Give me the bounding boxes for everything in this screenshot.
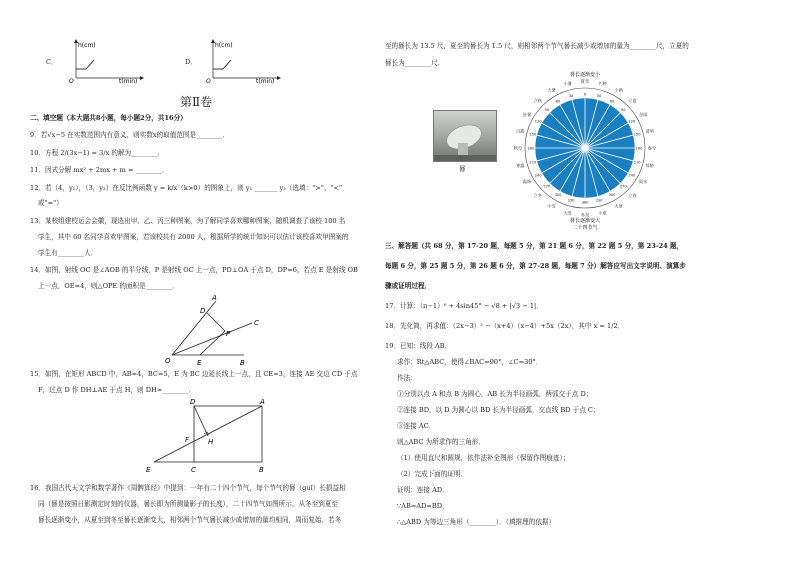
wheel-term: 白露 — [516, 128, 525, 134]
wheel-number: 120 — [534, 119, 542, 124]
fig14-label-b: B — [240, 359, 245, 367]
question-16-line3: 晷长逐渐变小，从夏至到冬至晷长逐渐变大，相邻两个节气晷长减少或增加的量均相同，周而复始．若冬 — [38, 516, 342, 524]
fig15-label-f: F — [185, 436, 190, 444]
question-18: 18．先化简，再求值：（2x−3）² −（x+4）（x−4）+5x（2x），其中 x = 1/2． — [385, 322, 625, 330]
wheel-number: 210 — [633, 160, 641, 165]
wheel-term: 立春 — [628, 192, 637, 198]
fig15-label-a: A — [260, 398, 265, 406]
wheel-term: 清明 — [645, 128, 654, 134]
option-c-origin: O — [69, 78, 74, 84]
fig14-label-e: E — [197, 359, 202, 367]
option-d-ylabel: h(cm) — [215, 42, 233, 49]
wheel-top-label: 晷长逐渐变小 — [569, 72, 601, 78]
wheel-number: 330 — [595, 198, 603, 203]
wheel-number: 180 — [635, 146, 643, 151]
wheel-term: 夏至 — [580, 78, 590, 84]
question-19-step2: ②连接 BD，以 D 为圆心以 BD 长为半径画弧，交直线 BD 于点 C； — [397, 406, 600, 414]
question-19-part1: （1）使用直尺和圆规，依作法补全图形（保留作图痕迹）； — [397, 454, 570, 462]
wheel-number: 150 — [633, 132, 641, 137]
wheel-bottom-label2: 二十四节气 — [572, 225, 598, 230]
wheel-number: 30 — [568, 94, 574, 99]
question-16-line1: 16．我国古代天文学和数学著作《周髀算经》中提到：一年有二十四个节气，每个节气的晷（guǐ）长损益相 — [30, 484, 346, 492]
wheel-number: 150 — [529, 132, 537, 137]
fig14-label-a: A — [212, 294, 217, 302]
wheel-number: 240 — [628, 173, 636, 178]
question-19-task: 求作：Rt△ABC，使得∠BAC=90°，∠C=30°． — [397, 358, 543, 366]
wheel-term: 大雪 — [563, 210, 572, 216]
wheel-bottom-label1: 晷长逐渐变大 — [569, 218, 601, 224]
question-16-line4: 至的晷长为 13.5 尺，夏至的晷长为 1.5 尺，则相邻两个节气晷长减少或增加的量为________尺，立夏的 — [385, 42, 689, 50]
wheel-number: 90 — [544, 108, 550, 113]
wheel-term: 大寒 — [614, 203, 623, 209]
question-19: 19．已知：线段 AB． — [385, 342, 452, 350]
section-2-heading: 二、填空题（本大题共8小题，每小题2分，共16分） — [30, 114, 187, 122]
wheel-number: 120 — [628, 119, 636, 124]
wheel-term: 小寒 — [598, 210, 607, 216]
left-column — [30, 0, 382, 562]
wheel-center — [584, 147, 587, 150]
wheel-number: 300 — [608, 193, 616, 198]
question-19-proof3: ∴△ABD 为等边三角形（________）．（填推理的依据） — [397, 518, 556, 526]
wheel-number: 270 — [619, 184, 627, 189]
question-16-line2: 同（晷是按照日影测定时刻的仪器，晷长即为所测量影子的长度），二十四节气如图所示，从冬至到夏至 — [38, 500, 339, 508]
question-19-proof2: ∵AB=AD=BD， — [397, 502, 449, 510]
wheel-term: 冬至 — [580, 212, 590, 218]
option-d-origin: O — [206, 78, 211, 84]
wheel-term: 小满 — [614, 87, 623, 93]
photo-caption: 晷 — [459, 165, 466, 173]
wheel-term: 霜降 — [522, 179, 532, 185]
question-14-line1: 14．如图，射线 OC 是∠AOB 的平分线，P 是射线 OC 上一点，PD⊥OA 于点 D，DP=6，若点 E 是射线 OB — [30, 266, 358, 274]
wheel-term: 立夏 — [628, 98, 637, 104]
question-13-line2: 学生，其中 60 名同学喜欢甲图案，若该校共有 2000 人，根据所学的统计知识可以估计该校喜欢甲图案的 — [38, 233, 349, 241]
question-19-result: 则△ABC 为所求作的三角形． — [397, 438, 485, 446]
wheel-number: 240 — [534, 173, 542, 178]
wheel-term: 小暑 — [563, 80, 572, 86]
question-19-part2: （2）完成下面的证明． — [397, 470, 468, 478]
wheel-number: 330 — [567, 198, 575, 203]
wheel-term: 处暑 — [522, 112, 532, 118]
fig15-label-d: D — [190, 398, 196, 406]
question-10: 10．方程 2/(3x−1) = 3/x 的解为________． — [30, 149, 165, 157]
wheel-term: 大暑 — [547, 87, 556, 93]
fig14-label-d: D — [200, 307, 206, 315]
question-19-step1: ①分别以点 A 和点 B 为圆心，AB 长为半径画弧，两弧交于点 D； — [397, 390, 593, 398]
figure-15 — [140, 394, 280, 478]
option-c-graph — [64, 38, 144, 84]
fig15-label-b: B — [259, 466, 264, 474]
wheel-term: 立秋 — [533, 98, 542, 104]
wheel-term: 春分 — [647, 145, 657, 151]
wheel-term: 秋分 — [513, 145, 523, 151]
sundial-photo — [433, 110, 497, 162]
question-12-line1: 12．若（4，y₁），（3，y₂）在反比例函数 y = k/x（k>0）的图象上，则 y₁ _______ y₂（选填：">"、"<" — [30, 184, 343, 192]
figure-14 — [160, 291, 300, 369]
section-3-line2: 每题 6 分，第 25 题 5 分，第 26 题 6 分，第 27-28 题，每题 7 分）解答应写出文字说明、演算步 — [385, 262, 686, 270]
wheel-term: 谷雨 — [638, 112, 648, 118]
fig14-label-c: C — [254, 319, 259, 327]
wheel-number: 360 — [581, 200, 589, 205]
wheel-number: 90 — [620, 108, 626, 113]
fig15-label-c: C — [191, 466, 196, 474]
volume-title: 第Ⅱ卷 — [180, 95, 213, 109]
option-d-letter: D． — [185, 58, 197, 66]
fig15-label-h: H — [208, 438, 214, 446]
wheel-number: 0 — [583, 92, 587, 97]
fig14-label-o: O — [165, 357, 171, 365]
wheel-term: 寒露 — [516, 162, 525, 168]
wheel-number: 60 — [555, 99, 561, 104]
wheel-number: 60 — [609, 99, 615, 104]
option-c-letter: C． — [46, 58, 58, 66]
wheel-number: 300 — [554, 193, 562, 198]
wheel-term: 雨水 — [638, 179, 648, 185]
option-d-graph — [201, 38, 281, 84]
question-13-line1: 13．某校组建校运会会徽，现选出甲、乙、丙三种图案，为了解同学喜欢哪种图案，随机调查了该校 100 名 — [30, 217, 346, 225]
question-11: 11．因式分解 mx² + 2mx + m = ________． — [30, 166, 169, 174]
question-12-line2: 或"="） — [38, 199, 63, 207]
wheel-term: 惊蛰 — [645, 162, 654, 168]
option-d-xlabel: t(min) — [256, 78, 275, 84]
question-14-line2: 上一点，OE=4，则△OPE 的面积是________． — [38, 282, 179, 290]
question-13-line3: 学生有________人． — [38, 249, 98, 257]
section-3-line3: 骤或证明过程． — [385, 282, 432, 290]
question-16-line5: 晷长为________尺． — [385, 59, 445, 67]
wheel-number: 270 — [543, 184, 551, 189]
question-9: 9．若√x−5 在实数范围内有意义，则实数x的取值范围是________． — [30, 131, 230, 139]
option-c-xlabel: t(min) — [119, 78, 138, 84]
question-19-step3: ③连接 AC． — [397, 422, 436, 430]
solar-terms-wheel — [510, 68, 660, 230]
section-3-line1: 三、解答题（共 68 分，第 17-20 题，每题 5 分，第 21 题 6 分，第 22 题 5 分，第 23-24 题， — [385, 242, 684, 250]
question-15-line2: F，过点 D 作 DH⊥AE 于点 H，则 DH=________． — [38, 386, 196, 394]
option-c-ylabel: h(cm) — [78, 42, 96, 49]
wheel-term: 立冬 — [533, 192, 542, 198]
question-19-proof1: 证明：连接 AD． — [397, 486, 449, 494]
wheel-number: 180 — [527, 146, 535, 151]
fig14-label-p: P — [226, 330, 231, 338]
fig15-label-e: E — [146, 466, 151, 474]
wheel-number: 210 — [529, 160, 537, 165]
wheel-term: 芒种 — [598, 80, 607, 86]
question-19-method: 作法： — [397, 374, 417, 382]
wheel-number: 30 — [596, 94, 602, 99]
question-17: 17．计算：（π−1）⁰ + 4sin45° − √8 + |√3 − 1|． — [385, 302, 543, 310]
question-15-line1: 15．如图，在矩形 ABCD 中，AB=4，BC=5，E 为 BC 边延长线上一点，且 CE=3，连接 AE 交边 CD 于点 — [30, 370, 358, 378]
right-column — [385, 0, 765, 562]
wheel-term: 小雪 — [547, 203, 556, 209]
